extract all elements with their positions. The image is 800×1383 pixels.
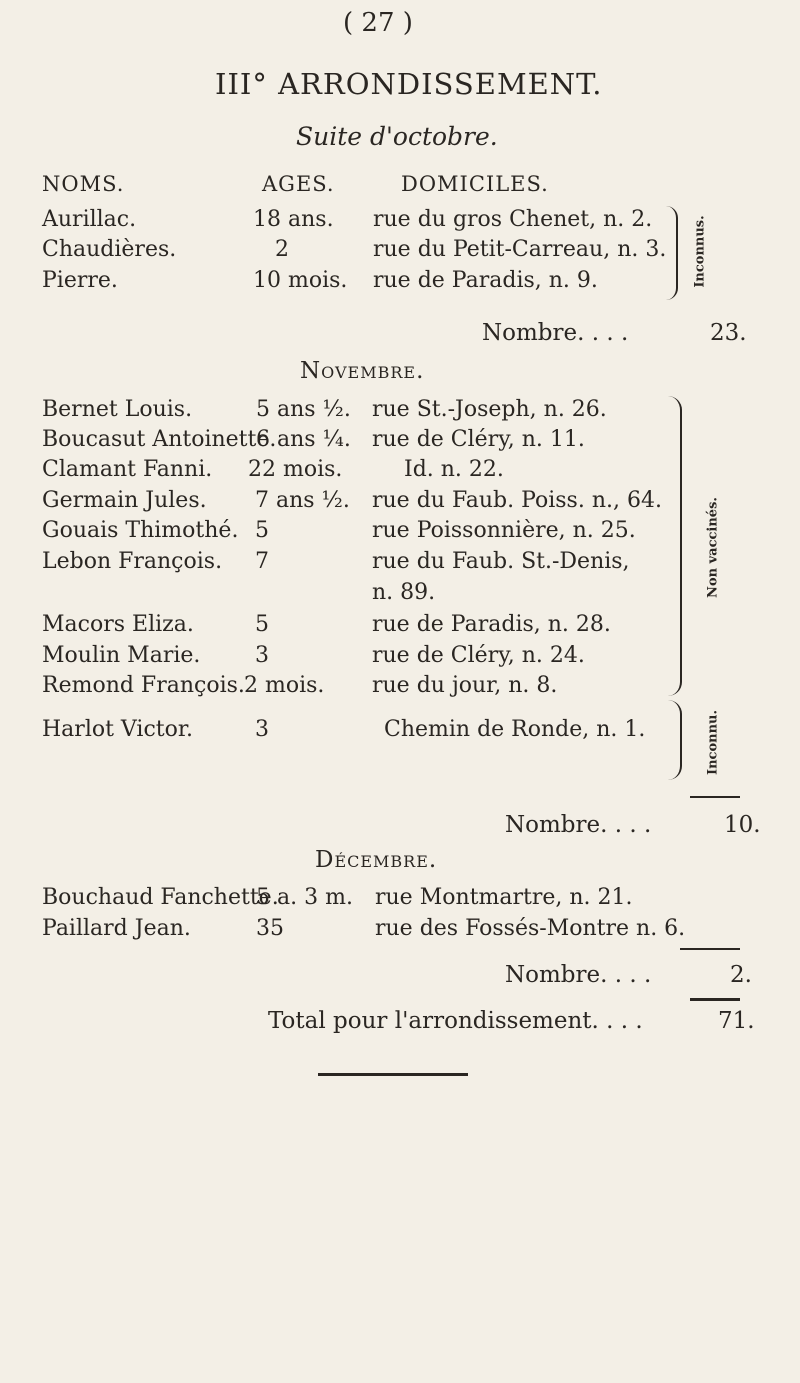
page-subheading: Suite d'octobre. bbox=[296, 122, 498, 151]
row-name: Bouchaud Fanchette. bbox=[42, 885, 279, 910]
row-name: Lebon François. bbox=[42, 549, 223, 574]
row-address: Id. n. 22. bbox=[404, 457, 504, 482]
brace bbox=[666, 206, 678, 300]
section-title-november: Novembre. bbox=[300, 358, 425, 384]
row-name: Aurillac. bbox=[42, 207, 137, 232]
december-total-value: 2. bbox=[730, 962, 752, 988]
grand-total-value: 71. bbox=[718, 1008, 755, 1034]
grand-total-label: Total pour l'arrondissement. . . . bbox=[268, 1008, 643, 1034]
row-address: rue Montmartre, n. 21. bbox=[375, 885, 633, 910]
page-heading: III° ARRONDISSEMENT. bbox=[215, 67, 603, 101]
divider bbox=[680, 948, 740, 950]
row-age: 10 mois. bbox=[253, 268, 348, 293]
row-age: 6 ans ¼. bbox=[256, 427, 351, 452]
row-address: rue du Faub. St.-Denis, bbox=[372, 549, 630, 574]
row-name: Bernet Louis. bbox=[42, 397, 193, 422]
page-number: ( 27 ) bbox=[343, 8, 413, 38]
row-name: Remond François. bbox=[42, 673, 245, 698]
row-age: 18 ans. bbox=[253, 207, 334, 232]
side-label-inconnu: Inconnu. bbox=[705, 710, 721, 775]
october-total-label: Nombre. . . . bbox=[482, 320, 629, 346]
row-age: 7 bbox=[255, 549, 269, 574]
october-total-value: 23. bbox=[710, 320, 747, 346]
row-age: 3 bbox=[255, 717, 269, 742]
row-name: Macors Eliza. bbox=[42, 612, 194, 637]
row-age: 3 bbox=[255, 643, 269, 668]
row-age: 7 ans ½. bbox=[255, 488, 350, 513]
november-total-label: Nombre. . . . bbox=[505, 812, 652, 838]
row-address: rue de Cléry, n. 11. bbox=[372, 427, 585, 452]
row-address: rue du jour, n. 8. bbox=[372, 673, 558, 698]
row-address: rue St.-Joseph, n. 26. bbox=[372, 397, 607, 422]
column-header-ages: AGES. bbox=[262, 172, 335, 196]
row-address: rue du gros Chenet, n. 2. bbox=[373, 207, 653, 232]
row-name: Germain Jules. bbox=[42, 488, 207, 513]
row-name: Chaudières. bbox=[42, 237, 177, 262]
row-address-continued: n. 89. bbox=[372, 580, 436, 605]
row-name: Clamant Fanni. bbox=[42, 457, 213, 482]
row-age: 2 bbox=[275, 237, 289, 262]
row-age: 22 mois. bbox=[248, 457, 343, 482]
row-address: rue du Faub. Poiss. n., 64. bbox=[372, 488, 662, 513]
row-age: 5 a. 3 m. bbox=[256, 885, 353, 910]
row-address: rue des Fossés-Montre n. 6. bbox=[375, 916, 686, 941]
row-name: Moulin Marie. bbox=[42, 643, 201, 668]
row-age: 35 bbox=[256, 916, 284, 941]
row-age: 5 ans ½. bbox=[256, 397, 351, 422]
row-address: rue de Paradis, n. 28. bbox=[372, 612, 611, 637]
row-address: rue de Paradis, n. 9. bbox=[373, 268, 598, 293]
row-name: Harlot Victor. bbox=[42, 717, 193, 742]
row-age: 5 bbox=[255, 612, 269, 637]
row-address: rue Poissonnière, n. 25. bbox=[372, 518, 636, 543]
column-header-names: NOMS. bbox=[42, 172, 125, 196]
divider bbox=[690, 796, 740, 798]
section-title-december: Décembre. bbox=[315, 847, 438, 873]
row-name: Boucasut Antoinette. bbox=[42, 427, 277, 452]
brace bbox=[668, 396, 682, 696]
side-label-inconnus: Inconnus. bbox=[692, 215, 708, 288]
row-name: Gouais Thimothé. bbox=[42, 518, 239, 543]
row-address: Chemin de Ronde, n. 1. bbox=[384, 717, 646, 742]
row-address: rue de Cléry, n. 24. bbox=[372, 643, 585, 668]
divider bbox=[690, 998, 740, 1001]
side-label-non-vaccines: Non vaccinés. bbox=[705, 497, 721, 598]
column-header-domiciles: DOMICILES. bbox=[401, 172, 549, 196]
brace bbox=[668, 700, 682, 780]
row-age: 2 mois. bbox=[244, 673, 325, 698]
december-total-label: Nombre. . . . bbox=[505, 962, 652, 988]
divider bbox=[318, 1073, 468, 1076]
row-address: rue du Petit-Carreau, n. 3. bbox=[373, 237, 667, 262]
row-age: 5 bbox=[255, 518, 269, 543]
row-name: Pierre. bbox=[42, 268, 118, 293]
row-name: Paillard Jean. bbox=[42, 916, 191, 941]
november-total-value: 10. bbox=[724, 812, 761, 838]
